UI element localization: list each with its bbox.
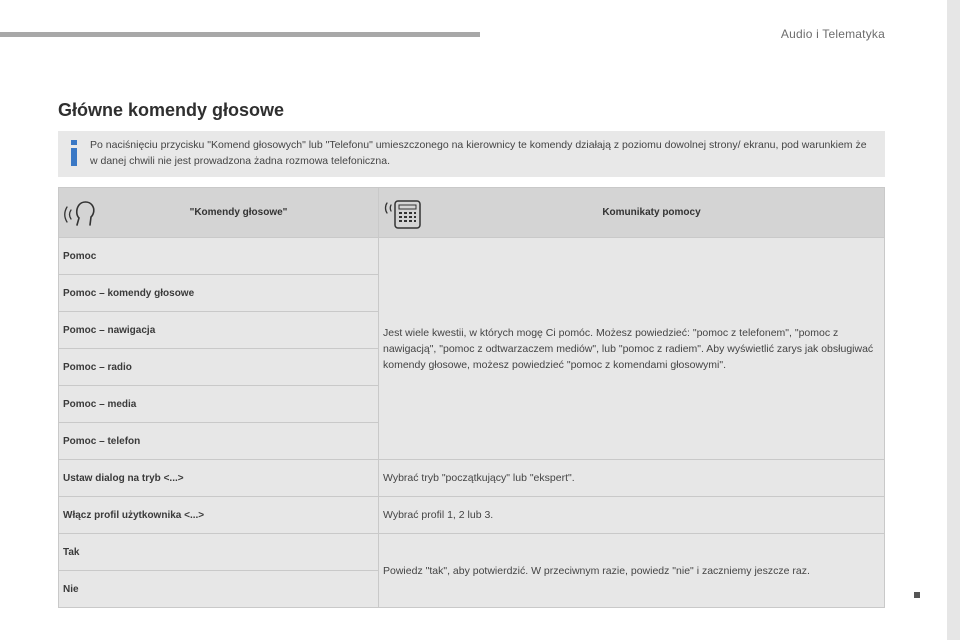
- command-cell: Tak: [59, 534, 379, 571]
- voice-command-icon: [63, 195, 103, 231]
- info-icon: [70, 140, 78, 167]
- help-display-icon: [383, 195, 423, 231]
- response-cell-help: Jest wiele kwestii, w których mogę Ci pomóc. Możesz powiedzieć: "pomoc z telefonem", "pomoc z nawigacją", "pomoc z odtwarzaczem mediów", lub "pomoc z radiem". Aby wyświetlić zarys jak obsługiwać komendy głosowe, możesz powiedzieć "pomoc z komendami głosowymi".: [379, 238, 885, 460]
- column-header-help-label: Komunikaty pomocy: [602, 207, 701, 218]
- command-cell: Pomoc – telefon: [59, 423, 379, 460]
- command-cell: Pomoc – media: [59, 386, 379, 423]
- page-edge-strip: [947, 0, 960, 640]
- response-cell-confirm: Powiedz "tak", aby potwierdzić. W przeciwnym razie, powiedz "nie" i zaczniemy jeszcze raz.: [379, 534, 885, 608]
- command-cell: Pomoc – nawigacja: [59, 312, 379, 349]
- command-cell: Pomoc – komendy głosowe: [59, 275, 379, 312]
- section-header: Audio i Telematyka: [780, 27, 885, 41]
- column-header-commands-label: "Komendy głosowe": [189, 207, 288, 218]
- command-cell: Włącz profil użytkownika <...>: [59, 497, 379, 534]
- response-cell-dialog: Wybrać tryb "początkujący" lub "ekspert".: [379, 460, 885, 497]
- top-decorative-bar: [0, 32, 480, 37]
- command-cell: Nie: [59, 571, 379, 608]
- column-header-help: [379, 188, 885, 238]
- command-cell: Ustaw dialog na tryb <...>: [59, 460, 379, 497]
- page-marker: [914, 592, 920, 598]
- command-cell: Pomoc: [59, 238, 379, 275]
- page-title: Główne komendy głosowe: [58, 100, 285, 120]
- voice-commands-table: [58, 187, 885, 608]
- column-header-commands: [59, 188, 379, 238]
- response-cell-profile: Wybrać profil 1, 2 lub 3.: [379, 497, 885, 534]
- info-box: [58, 131, 885, 177]
- command-cell: Pomoc – radio: [59, 349, 379, 386]
- info-text: Po naciśnięciu przycisku "Komend głosowych" lub "Telefonu" umieszczonego na kierownicy te komendy działają z poziomu dowolnej strony/ ekranu, pod warunkiem że w danej chwili nie jest prowadzona żadna rozmowa telefoniczna.: [90, 139, 867, 167]
